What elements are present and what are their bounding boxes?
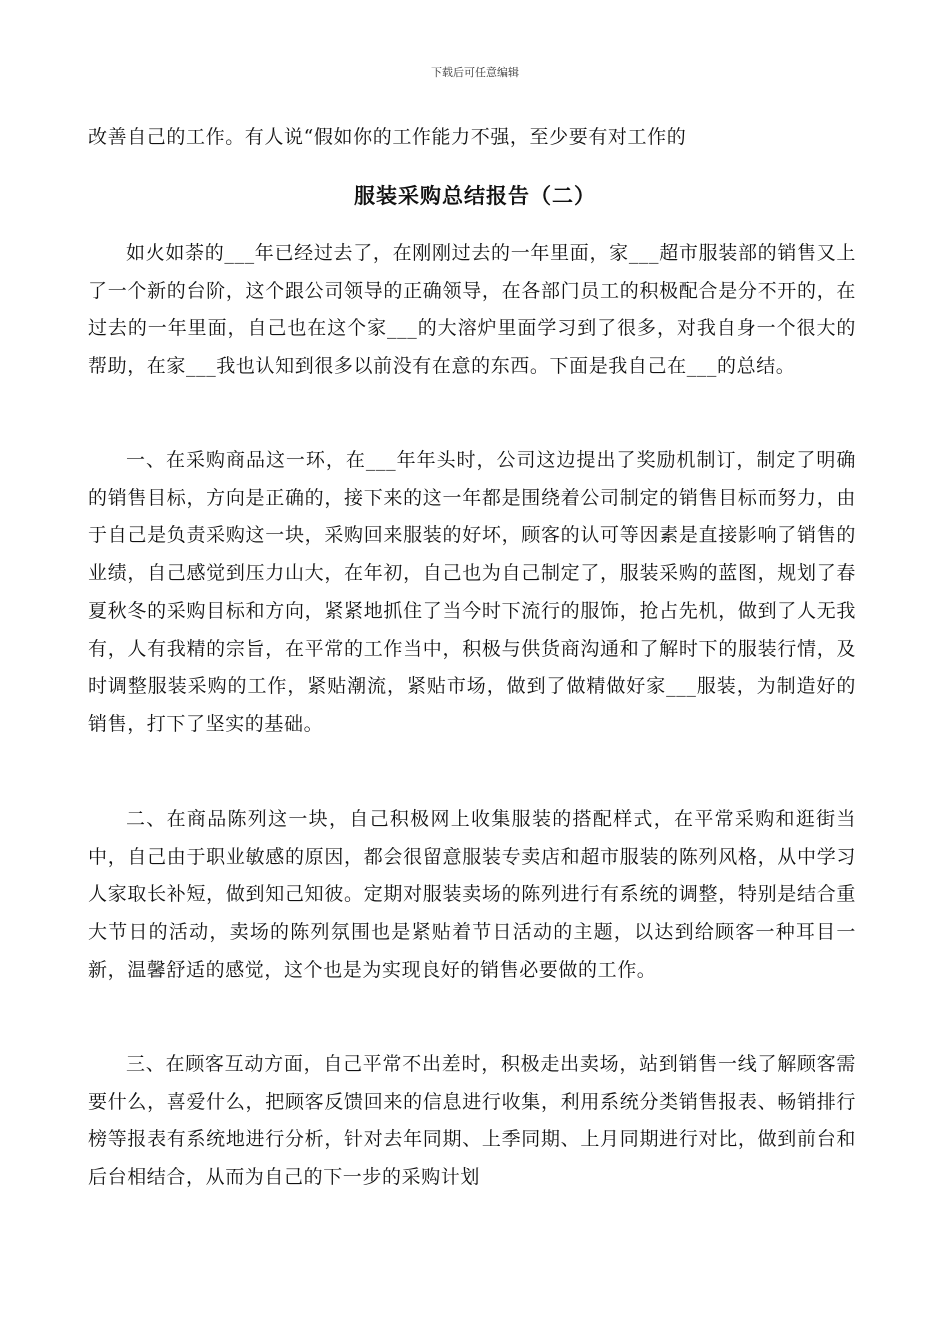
paragraph-customer-interaction: 三、在顾客互动方面，自己平常不出差时，积极走出卖场，站到销售一线了解顾客需要什么，喜爱什么，把顾客反馈回来的信息进行收集，利用系统分类销售报表、畅销排行榜等报表有系统地进行分析，针对去年同期、上季同期、上月同期进行对比，做到前台和后台相结合，从而为自己的下一步的采购计划 xyxy=(88,1053,856,1189)
paragraph-display: 二、在商品陈列这一块，自己积极网上收集服装的搭配样式，在平常采购和逛街当中，自己由于职业敏感的原因，都会很留意服装专卖店和超市服装的陈列风格，从中学习人家取长补短，做到知己知彼。定期对服装卖场的陈列进行有系统的调整，特别是结合重大节日的活动，卖场的陈列氛围也是紧贴着节日活动的主题，以达到给顾客一种耳目一新，温馨舒适的感觉，这个也是为实现良好的销售必要做的工作。 xyxy=(88,808,856,981)
carryover-line: 改善自己的工作。有人说“假如你的工作能力不强，至少要有对工作的 xyxy=(88,126,687,148)
paragraph-procurement: 一、在采购商品这一环，在___年年头时，公司这边提出了奖励机制订，制定了明确的销售目标，方向是正确的，接下来的这一年都是围绕着公司制定的销售目标而努力，由于自己是负责采购这一块，采购回来服装的好坏，顾客的认可等因素是直接影响了销售的业绩，自己感觉到压力山大，在年初，自己也为自己制定了，服装采购的蓝图，规划了春夏秋冬的采购目标和方向，紧紧地抓住了当今时下流行的服饰，抢占先机，做到了人无我有，人有我精的宗旨，在平常的工作当中，积极与供货商沟通和了解时下的服装行情，及时调整服装采购的工作，紧贴潮流，紧贴市场，做到了做精做好家___服装，为制造好的销售，打下了坚实的基础。 xyxy=(88,449,856,735)
paragraph-intro: 如火如荼的___年已经过去了，在刚刚过去的一年里面，家___超市服装部的销售又上了一个新的台阶，这个跟公司领导的正确领导，在各部门员工的积极配合是分不开的，在过去的一年里面，自己也在这个家___的大溶炉里面学习到了很多，对我自身一个很大的帮助，在家___我也认知到很多以前没有在意的东西。下面是我自己在___的总结。 xyxy=(88,242,856,378)
page-header: 下载后可任意编辑 xyxy=(431,66,519,79)
document-title: 服装采购总结报告（二） xyxy=(354,183,596,208)
